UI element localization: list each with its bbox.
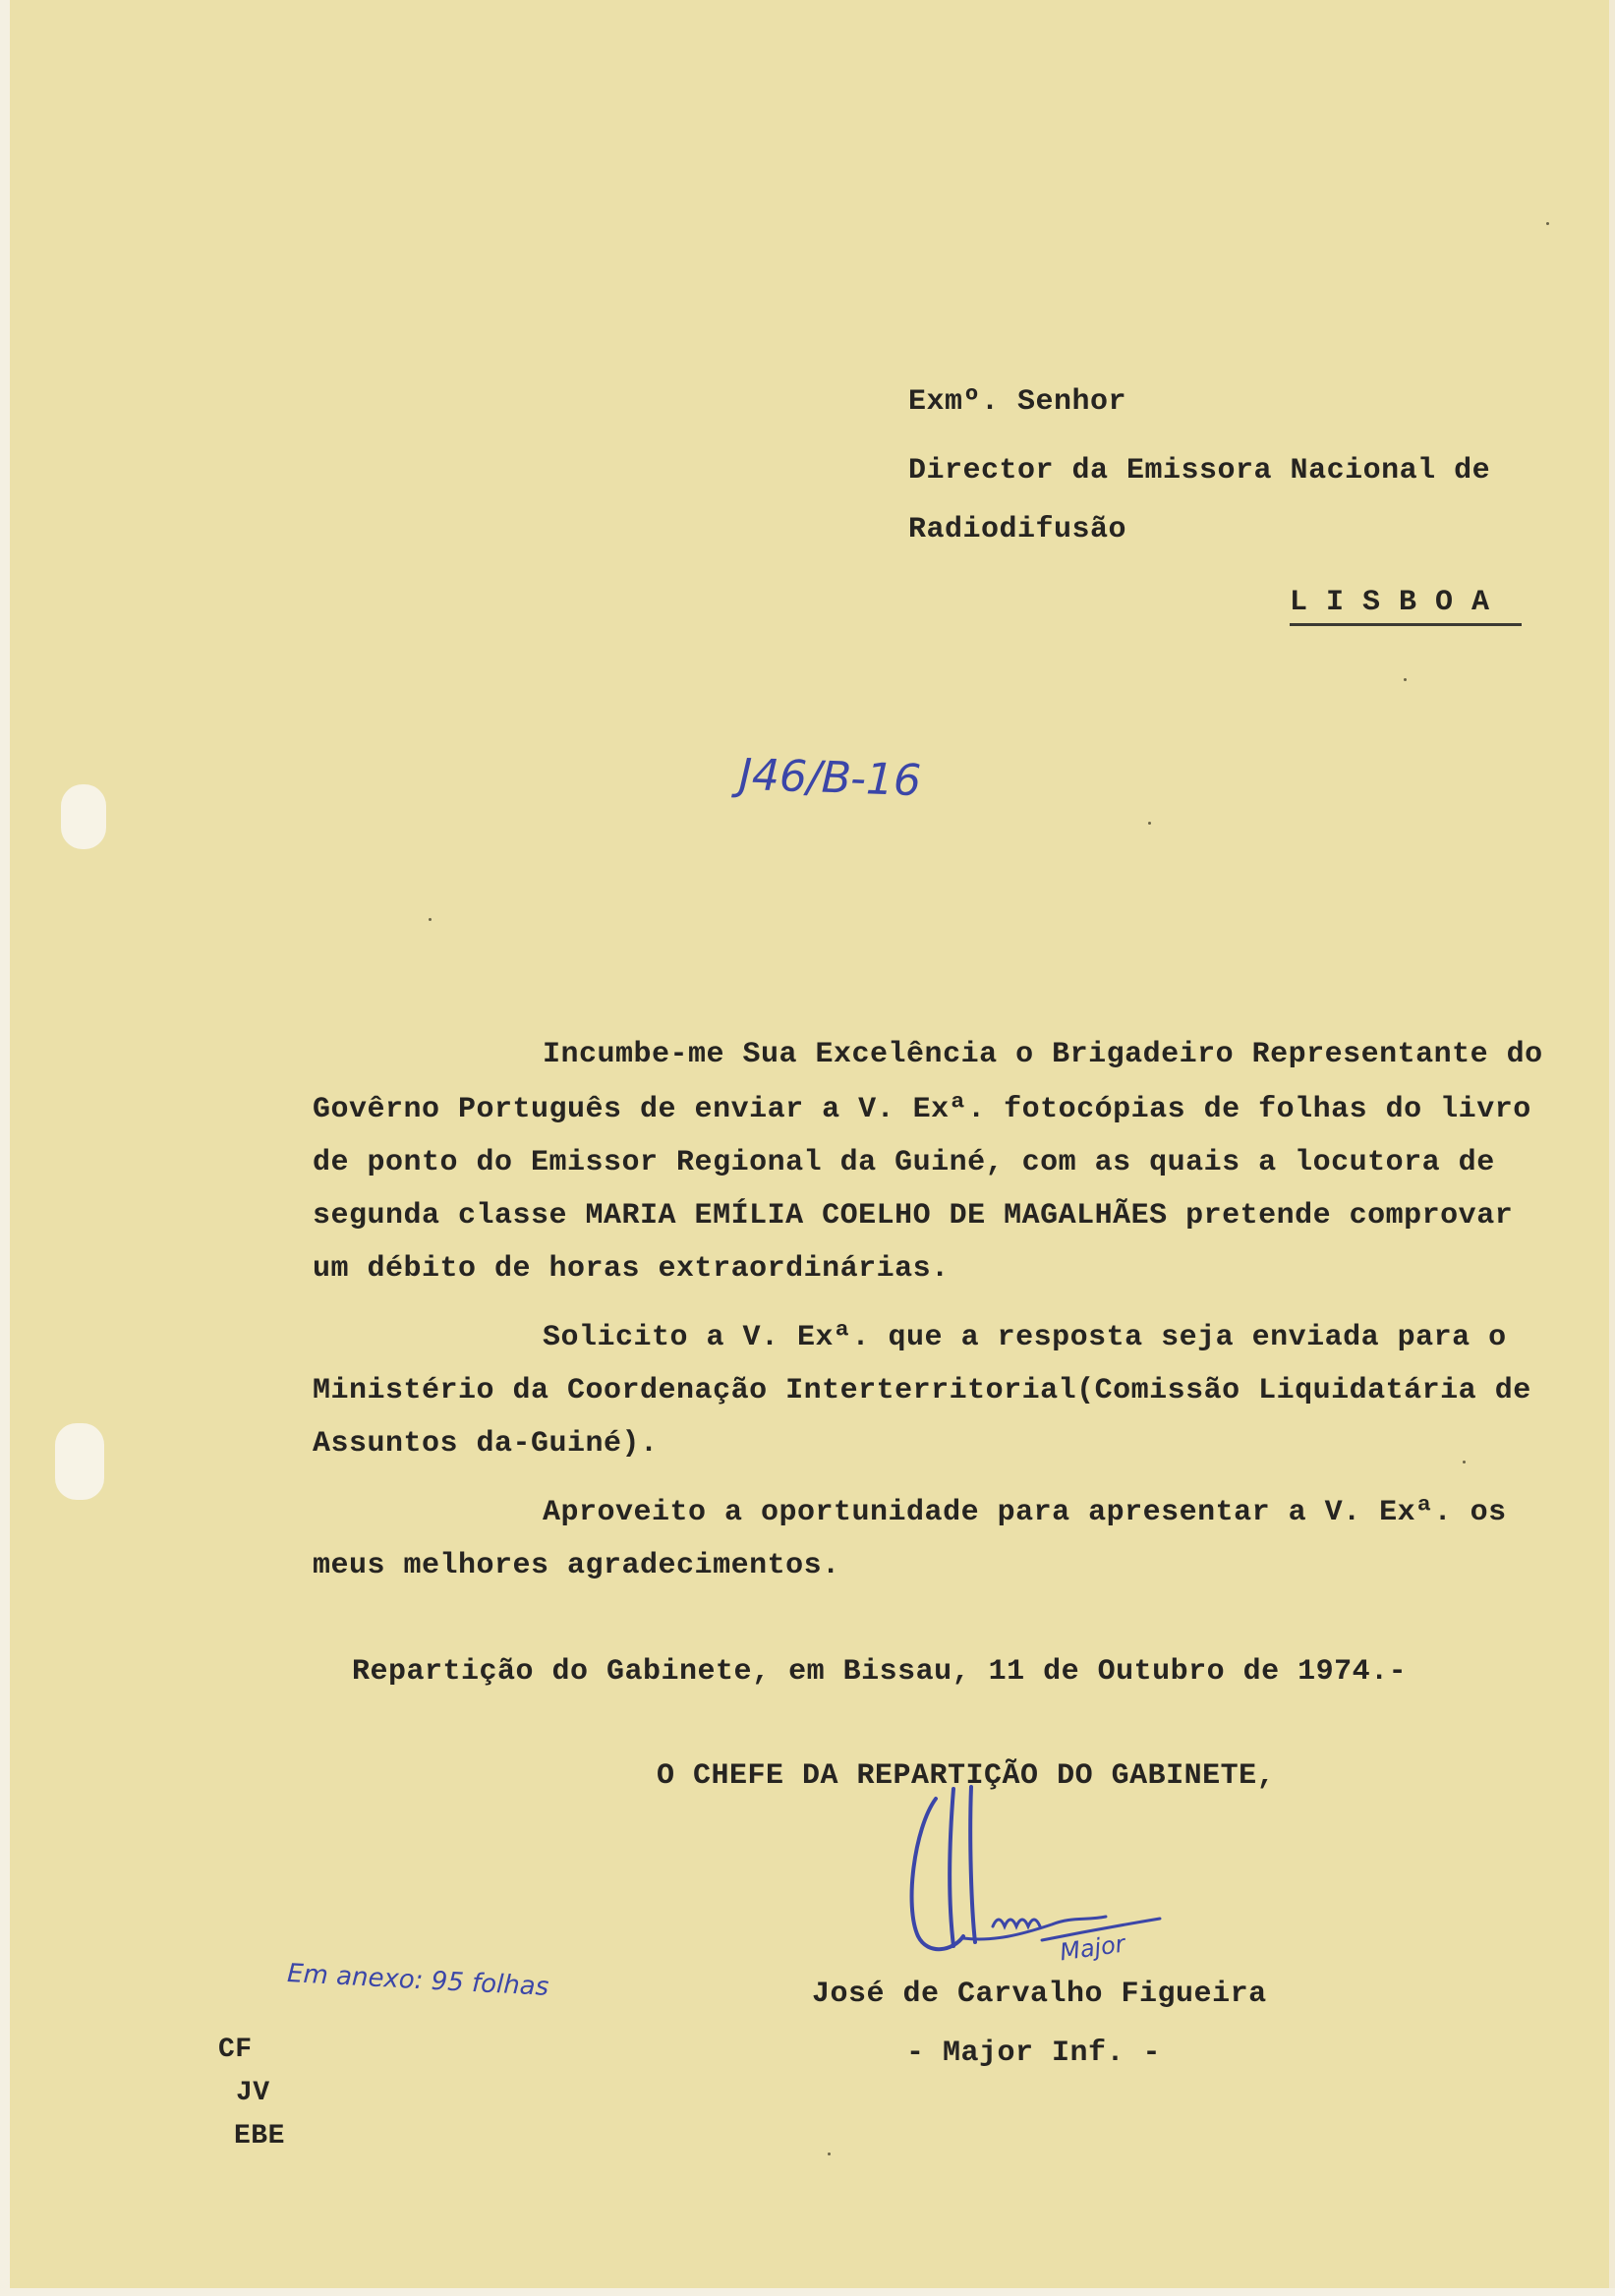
handwritten-annex-note: Em anexo: 95 folhas xyxy=(286,1959,549,2002)
paragraph-2-line-2: Ministério da Coordenação Interterritorial(Comissão Liquidatária de xyxy=(313,1374,1531,1407)
distribution-initials-2: JV xyxy=(236,2078,270,2108)
handwritten-signature-initials: Major xyxy=(1058,1929,1127,1967)
paper-edge-left xyxy=(0,0,10,2296)
paragraph-1-line-2: Govêrno Português de enviar a V. Exª. fotocópias de folhas do livro xyxy=(313,1093,1531,1126)
addressee-city: L I S B O A xyxy=(1290,586,1490,619)
paper-speck xyxy=(429,918,432,921)
addressee-salutation: Exmº. Senhor xyxy=(908,385,1127,419)
addressee-line-1: Director da Emissora Nacional de xyxy=(908,454,1491,488)
paragraph-1-line-1: Incumbe-me Sua Excelência o Brigadeiro Representante do xyxy=(543,1038,1543,1071)
punch-hole-bottom xyxy=(55,1423,104,1500)
paragraph-2-line-1: Solicito a V. Exª. que a resposta seja enviada para o xyxy=(543,1321,1507,1354)
distribution-initials-1: CF xyxy=(218,2035,253,2065)
signatory-rank: - Major Inf. - xyxy=(906,2037,1162,2070)
dateline: Repartição do Gabinete, em Bissau, 11 de Outubro de 1974.- xyxy=(352,1655,1408,1689)
paragraph-1-line-4: segunda classe MARIA EMÍLIA COELHO DE MAGALHÃES pretende comprovar xyxy=(313,1199,1514,1233)
paper-speck xyxy=(828,2152,831,2155)
paper-speck xyxy=(1404,678,1407,681)
paper-edge-right xyxy=(1609,0,1615,2296)
paragraph-2-line-3: Assuntos da-Guiné). xyxy=(313,1427,659,1461)
signatory-name: José de Carvalho Figueira xyxy=(812,1978,1267,2011)
distribution-initials-3: EBE xyxy=(234,2121,285,2152)
signatory-title: O CHEFE DA REPARTIÇÃO DO GABINETE, xyxy=(657,1759,1276,1793)
punch-hole-top xyxy=(61,784,106,849)
paper-edge-bottom xyxy=(0,2288,1615,2296)
handwritten-reference: J46/B-16 xyxy=(738,749,922,807)
paper-speck xyxy=(1463,1461,1466,1464)
addressee-line-2: Radiodifusão xyxy=(908,513,1127,546)
paper-speck xyxy=(1546,222,1549,225)
paragraph-3-line-2: meus melhores agradecimentos. xyxy=(313,1549,840,1582)
paragraph-1-line-5: um débito de horas extraordinárias. xyxy=(313,1252,950,1286)
paragraph-3-line-1: Aproveito a oportunidade para apresentar a V. Exª. os xyxy=(543,1496,1507,1529)
paper-speck xyxy=(1148,822,1151,825)
paragraph-1-line-3: de ponto do Emissor Regional da Guiné, com as quais a locutora de xyxy=(313,1146,1495,1179)
handwritten-signature xyxy=(885,1769,1180,1985)
city-underline xyxy=(1290,623,1522,626)
